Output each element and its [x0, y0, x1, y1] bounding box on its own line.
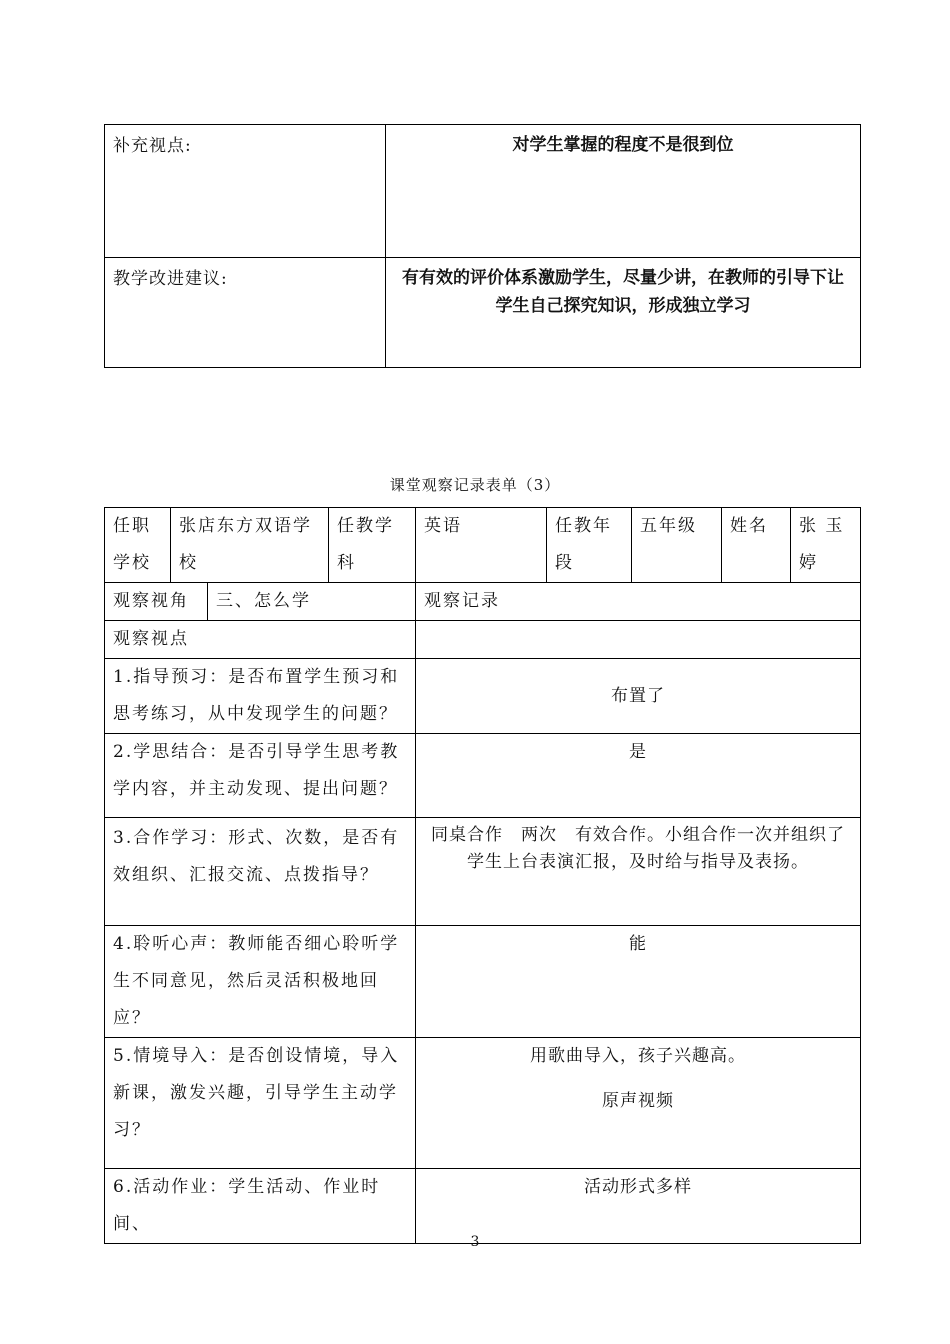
angle-label: 观察视角 [105, 583, 208, 621]
school-value: 张店东方双语学校 [171, 508, 329, 583]
supplement-value: 对学生掌握的程度不是很到位 [386, 125, 861, 258]
question-cell: 2.学思结合：是否引导学生思考教学内容，并主动发现、提出问题？ [105, 734, 416, 818]
subject-value: 英语 [416, 508, 547, 583]
table-row [105, 1038, 861, 1169]
table-row [105, 1169, 861, 1244]
record-text: 用歌曲导入，孩子兴趣高。 [530, 1046, 746, 1066]
table-row [105, 818, 861, 926]
points-record-empty [416, 621, 861, 659]
subject-label: 任教学科 [329, 508, 416, 583]
record-cell: 是 [416, 734, 861, 818]
improvement-value: 有有效的评价体系激励学生，尽量少讲，在教师的引导下让学生自己探究知识，形成独立学习 [386, 258, 861, 368]
record-extra-text: 原声视频 [602, 1091, 674, 1111]
table-row [105, 125, 861, 258]
question-cell: 4.聆听心声：教师能否细心聆听学生不同意见，然后灵活积极地回应？ [105, 926, 416, 1038]
table-row [105, 926, 861, 1038]
supplement-label: 补充视点: [105, 125, 386, 258]
question-cell: 1.指导预习：是否布置学生预习和思考练习，从中发现学生的问题？ [105, 659, 416, 734]
record-cell: 能 [416, 926, 861, 1038]
record-cell [416, 1038, 861, 1169]
points-row [105, 621, 861, 659]
record-cell: 活动形式多样 [416, 1169, 861, 1244]
observation-form-table [104, 507, 861, 1244]
form-caption: 课堂观察记录表单（3） [389, 476, 561, 494]
page-number: 3 [470, 1234, 480, 1250]
header-row [105, 508, 861, 583]
record-cell: 布置了 [416, 659, 861, 734]
points-label: 观察视点 [105, 621, 416, 659]
table-row [105, 659, 861, 734]
improvement-label: 教学改进建议: [105, 258, 386, 368]
question-cell: 3.合作学习：形式、次数，是否有效组织、汇报交流、点拨指导？ [105, 818, 416, 926]
grade-label: 任教年段 [547, 508, 632, 583]
school-label: 任职学校 [105, 508, 171, 583]
record-label: 观察记录 [416, 583, 861, 621]
record-cell: 同桌合作 两次 有效合作。小组合作一次并组织了学生上台表演汇报，及时给与指导及表扬。 [416, 818, 861, 926]
name-value: 张 玉婷 [791, 508, 861, 583]
question-cell: 5.情境导入：是否创设情境，导入新课，激发兴趣，引导学生主动学习？ [105, 1038, 416, 1169]
grade-value: 五年级 [632, 508, 722, 583]
angle-value: 三、怎么学 [208, 583, 416, 621]
supplement-table [104, 124, 861, 368]
table-row [105, 258, 861, 368]
name-label: 姓名 [722, 508, 791, 583]
table-row [105, 734, 861, 818]
angle-row [105, 583, 861, 621]
question-cell: 6.活动作业：学生活动、作业时间、 [105, 1169, 416, 1244]
